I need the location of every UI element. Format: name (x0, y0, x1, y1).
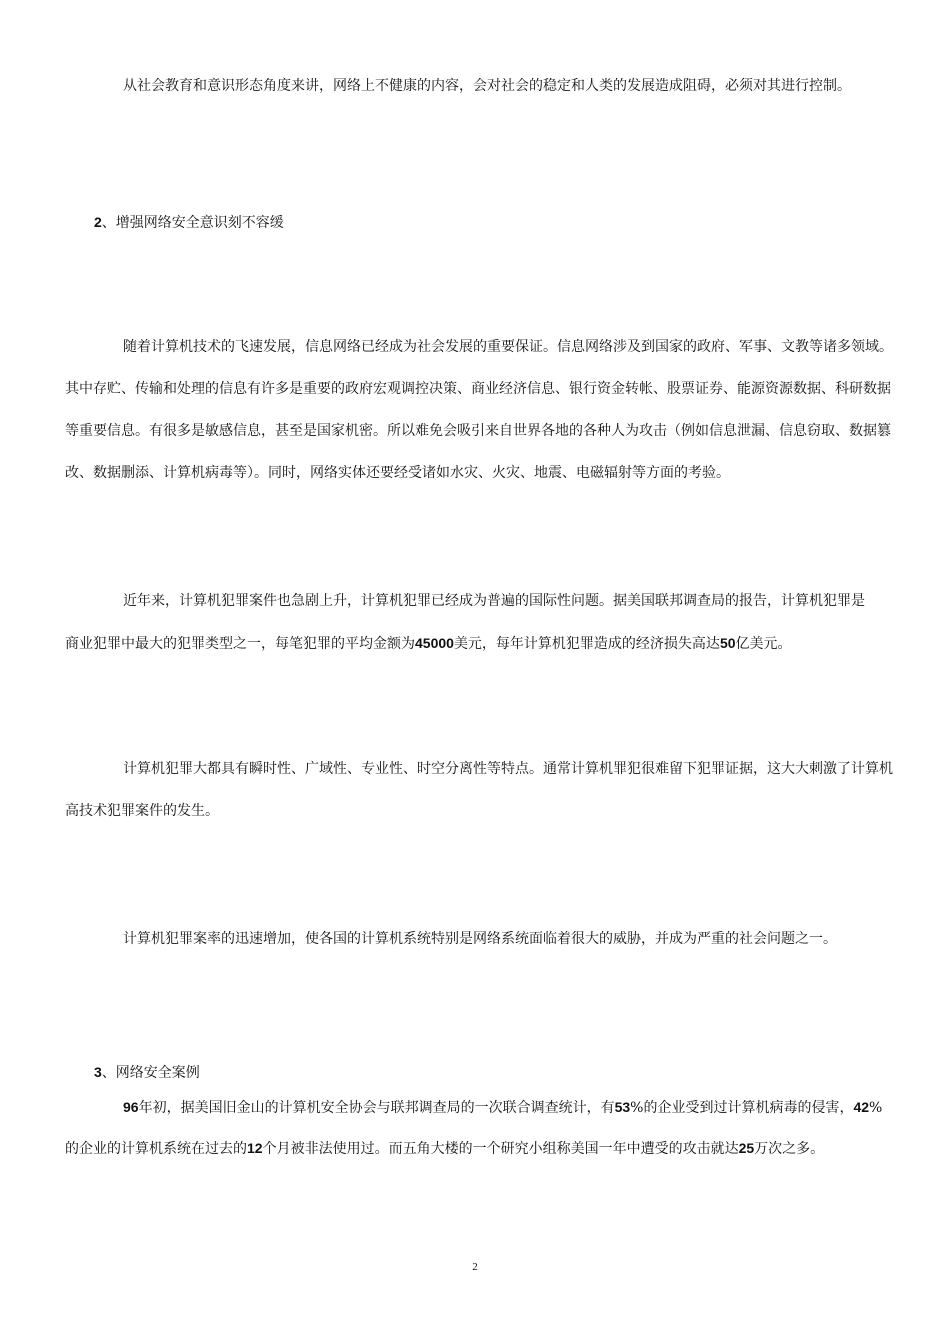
section-heading-3 (94, 1062, 200, 1083)
year-number: 96 (123, 1099, 139, 1115)
paragraph-crime-rate: 计算机犯罪案率的迅速增加，使各国的计算机系统特别是网络系统面临着很大的威胁，并成为严重的社会问题之一。 (123, 931, 837, 947)
section-number: 3 (94, 1064, 102, 1080)
section-heading-2 (94, 212, 284, 233)
average-amount: 45000 (415, 635, 454, 651)
section-number: 2 (94, 214, 102, 230)
paragraph-line: 改、数据删添、计算机病毒等）。同时，网络实体还要经受诸如水灾、火灾、地震、电磁辐射等方面的考验。 (65, 465, 730, 481)
paragraph-line: 等重要信息。有很多是敏感信息，甚至是国家机密。所以难免会吸引来自世界各地的各种人为攻击（例如信息泄漏、信息窃取、数据篡 (65, 423, 891, 439)
attacks-number: 25 (738, 1140, 755, 1156)
text-run: 亿美元。 (735, 636, 792, 652)
text-run: 个月被非法使用过。而五角大楼的一个研究小组称美国一年中遭受的攻击就达 (262, 1141, 739, 1157)
paragraph-line: 其中存贮、传输和处理的信息有许多是重要的政府宏观调控决策、商业经济信息、银行资金转帐、股票证券、能源资源数据、科研数据 (65, 381, 891, 397)
annual-loss: 50 (719, 635, 736, 651)
text-run: 美元，每年计算机犯罪造成的经济损失高达 (453, 636, 720, 652)
text-run: 商业犯罪中最大的犯罪类型之一，每笔犯罪的平均金额为 (65, 636, 415, 652)
section-title: 、增强网络安全意识刻不容缓 (101, 215, 284, 231)
paragraph-line (123, 1097, 882, 1118)
percent-virus: 53 (614, 1099, 631, 1115)
paragraph-line: 高技术犯罪案件的发生。 (65, 803, 219, 819)
paragraph-line: 随着计算机技术的飞速发展，信息网络已经成为社会发展的重要保证。信息网络涉及到国家的政府、军事、文教等诸多领域。 (123, 339, 893, 355)
section-title: 、网络安全案例 (101, 1065, 200, 1081)
paragraph-line (65, 633, 792, 654)
page-number: 2 (472, 1261, 478, 1273)
text-run: 年初，据美国旧金山的计算机安全协会与联邦调查局的一次联合调查统计，有 (138, 1100, 615, 1116)
paragraph-ideology: 从社会教育和意识形态角度来讲，网络上不健康的内容，会对社会的稳定和人类的发展造成阻碍，必须对其进行控制。 (123, 78, 851, 94)
text-run: 万次之多。 (754, 1141, 825, 1157)
text-run: 的企业的计算机系统在过去的 (65, 1141, 247, 1157)
months-number: 12 (247, 1140, 263, 1156)
percent-illegal-use: 42 (853, 1099, 870, 1115)
paragraph-line: 近年来，计算机犯罪案件也急剧上升，计算机犯罪已经成为普遍的国际性问题。据美国联邦调查局的报告，计算机犯罪是 (123, 593, 865, 609)
paragraph-line (65, 1138, 824, 1159)
text-run: % (869, 1100, 883, 1116)
paragraph-line: 计算机犯罪大都具有瞬时性、广域性、专业性、时空分离性等特点。通常计算机罪犯很难留下犯罪证据，这大大刺激了计算机 (123, 761, 893, 777)
text-run: %的企业受到过计算机病毒的侵害， (630, 1100, 854, 1116)
